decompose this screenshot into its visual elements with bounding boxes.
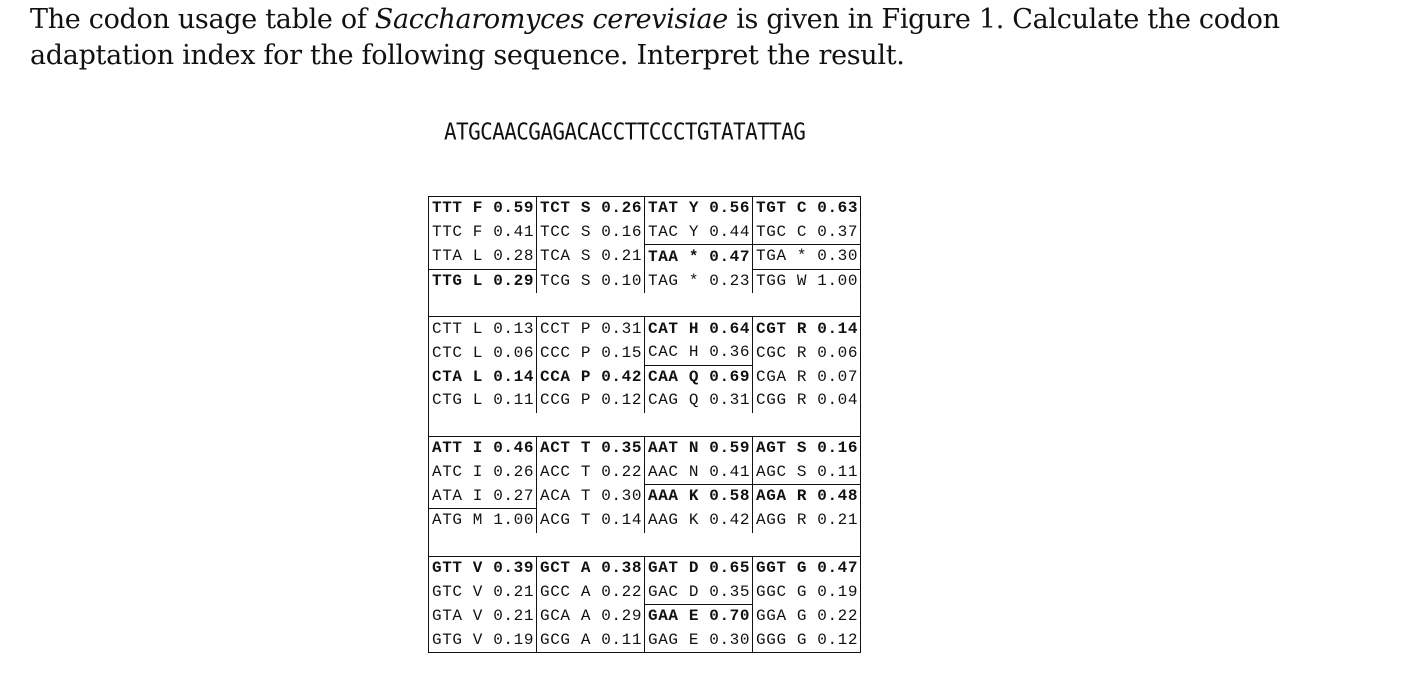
codon-cell: GTC V 0.21 bbox=[429, 580, 537, 604]
codon-cell: TTC F 0.41 bbox=[429, 221, 537, 245]
codon-row bbox=[429, 628, 861, 652]
codon-cell: TCC S 0.16 bbox=[537, 221, 645, 245]
codon-row bbox=[429, 556, 861, 580]
separator-cell bbox=[429, 533, 861, 557]
codon-row bbox=[429, 604, 861, 628]
codon-cell: TAT Y 0.56 bbox=[645, 197, 753, 221]
codon-table-body bbox=[429, 197, 861, 653]
dna-sequence: ATGCAACGAGACACCTTCCCTGTATATTAG bbox=[444, 118, 806, 146]
block-separator bbox=[429, 533, 861, 557]
codon-cell: ATG M 1.00 bbox=[429, 509, 537, 533]
codon-cell: AAG K 0.42 bbox=[645, 509, 753, 533]
codon-cell: CAG Q 0.31 bbox=[645, 389, 753, 413]
codon-cell: TTT F 0.59 bbox=[429, 197, 537, 221]
codon-cell: TAG * 0.23 bbox=[645, 269, 753, 293]
codon-cell: TCG S 0.10 bbox=[537, 269, 645, 293]
codon-row bbox=[429, 269, 861, 293]
codon-cell: GCG A 0.11 bbox=[537, 628, 645, 652]
codon-cell: TAA * 0.47 bbox=[645, 245, 753, 270]
codon-cell: CAT H 0.64 bbox=[645, 317, 753, 341]
codon-cell: GAA E 0.70 bbox=[645, 604, 753, 628]
codon-cell: GAC D 0.35 bbox=[645, 580, 753, 604]
codon-cell: CGC R 0.06 bbox=[753, 341, 861, 365]
codon-cell: CTA L 0.14 bbox=[429, 365, 537, 389]
codon-cell: CGG R 0.04 bbox=[753, 389, 861, 413]
codon-cell: GAT D 0.65 bbox=[645, 556, 753, 580]
codon-cell: AAT N 0.59 bbox=[645, 436, 753, 460]
codon-cell: TCA S 0.21 bbox=[537, 245, 645, 270]
block-separator bbox=[429, 293, 861, 317]
codon-cell: GTT V 0.39 bbox=[429, 556, 537, 580]
codon-cell: CTT L 0.13 bbox=[429, 317, 537, 341]
codon-cell: CAC H 0.36 bbox=[645, 341, 753, 365]
codon-row bbox=[429, 389, 861, 413]
codon-cell: CCT P 0.31 bbox=[537, 317, 645, 341]
codon-usage-table bbox=[428, 196, 861, 653]
codon-row bbox=[429, 197, 861, 221]
codon-cell: ATC I 0.26 bbox=[429, 460, 537, 484]
codon-cell: GCC A 0.22 bbox=[537, 580, 645, 604]
codon-cell: CTC L 0.06 bbox=[429, 341, 537, 365]
codon-cell: TGT C 0.63 bbox=[753, 197, 861, 221]
codon-cell: GGA G 0.22 bbox=[753, 604, 861, 628]
separator-cell bbox=[429, 293, 861, 317]
codon-cell: AAA K 0.58 bbox=[645, 484, 753, 508]
codon-row bbox=[429, 436, 861, 460]
codon-cell: ACA T 0.30 bbox=[537, 484, 645, 508]
codon-cell: ACT T 0.35 bbox=[537, 436, 645, 460]
codon-cell: AAC N 0.41 bbox=[645, 460, 753, 484]
codon-cell: TTA L 0.28 bbox=[429, 245, 537, 270]
codon-cell: ACG T 0.14 bbox=[537, 509, 645, 533]
codon-cell: CAA Q 0.69 bbox=[645, 365, 753, 389]
codon-cell: ACC T 0.22 bbox=[537, 460, 645, 484]
codon-cell: CCA P 0.42 bbox=[537, 365, 645, 389]
codon-cell: AGC S 0.11 bbox=[753, 460, 861, 484]
species-name: Saccharomyces cerevisiae bbox=[374, 4, 728, 35]
codon-cell: GCA A 0.29 bbox=[537, 604, 645, 628]
question-part-2: is given in Figure 1. Calculate the codon adaptation index for the following sequence. Interpret the result. bbox=[30, 4, 1280, 71]
codon-cell: ATT I 0.46 bbox=[429, 436, 537, 460]
codon-cell: AGA R 0.48 bbox=[753, 484, 861, 508]
question-text bbox=[30, 2, 1380, 74]
codon-row bbox=[429, 460, 861, 484]
codon-row bbox=[429, 580, 861, 604]
codon-cell: ATA I 0.27 bbox=[429, 484, 537, 508]
codon-cell: CCC P 0.15 bbox=[537, 341, 645, 365]
codon-cell: GGC G 0.19 bbox=[753, 580, 861, 604]
codon-cell: GGG G 0.12 bbox=[753, 628, 861, 652]
codon-row bbox=[429, 245, 861, 270]
codon-cell: GGT G 0.47 bbox=[753, 556, 861, 580]
codon-cell: TGG W 1.00 bbox=[753, 269, 861, 293]
codon-cell: AGG R 0.21 bbox=[753, 509, 861, 533]
codon-row bbox=[429, 341, 861, 365]
codon-row bbox=[429, 317, 861, 341]
codon-cell: GAG E 0.30 bbox=[645, 628, 753, 652]
separator-cell bbox=[429, 413, 861, 437]
codon-cell: CGT R 0.14 bbox=[753, 317, 861, 341]
codon-cell: GCT A 0.38 bbox=[537, 556, 645, 580]
question-part-1: The codon usage table of bbox=[30, 4, 375, 35]
codon-cell: TGC C 0.37 bbox=[753, 221, 861, 245]
codon-cell: AGT S 0.16 bbox=[753, 436, 861, 460]
codon-cell: GTG V 0.19 bbox=[429, 628, 537, 652]
codon-cell: CTG L 0.11 bbox=[429, 389, 537, 413]
codon-row bbox=[429, 509, 861, 533]
codon-cell: TAC Y 0.44 bbox=[645, 221, 753, 245]
codon-row bbox=[429, 365, 861, 389]
codon-row bbox=[429, 221, 861, 245]
codon-cell: GTA V 0.21 bbox=[429, 604, 537, 628]
codon-cell: TCT S 0.26 bbox=[537, 197, 645, 221]
block-separator bbox=[429, 413, 861, 437]
codon-cell: TGA * 0.30 bbox=[753, 245, 861, 270]
codon-cell: TTG L 0.29 bbox=[429, 269, 537, 293]
codon-cell: CCG P 0.12 bbox=[537, 389, 645, 413]
codon-row bbox=[429, 484, 861, 508]
codon-cell: CGA R 0.07 bbox=[753, 365, 861, 389]
